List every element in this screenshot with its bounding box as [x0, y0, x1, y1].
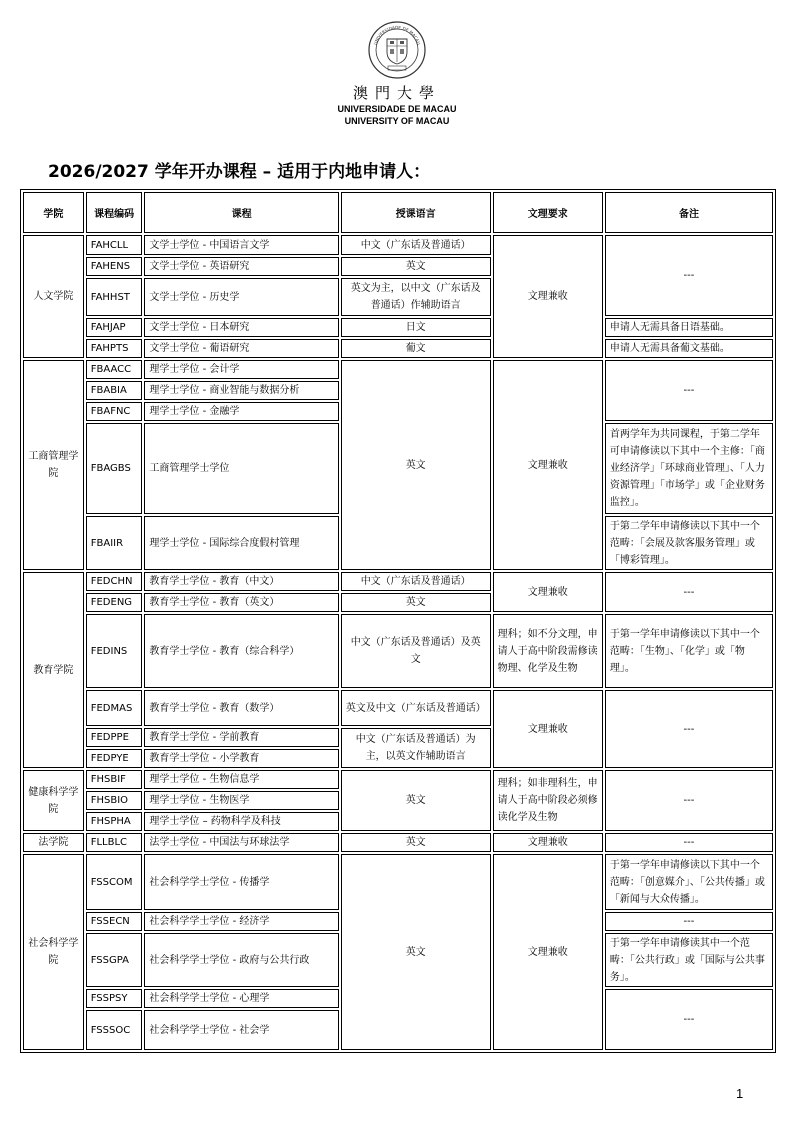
- requirement-cell: 理科；如非理科生，申请人于高中阶段必须修读化学及生物: [493, 770, 603, 831]
- university-seal-logo: [367, 20, 427, 80]
- note-cell: ---: [605, 912, 773, 931]
- note-cell: 于第一学年申请修读以下其中一个范畴：「创意媒介」、「公共传播」或「新闻与大众传播」。: [605, 854, 773, 910]
- code-cell: FAHCLL: [86, 235, 143, 255]
- university-name-portuguese: UNIVERSIDADE DE MACAU: [337, 104, 457, 114]
- program-cell: 理学士学位 – 药物科学及科技: [144, 812, 338, 831]
- note-cell: ---: [605, 690, 773, 768]
- header-requirement: 文理要求: [493, 192, 603, 233]
- header-college: 学院: [23, 192, 84, 233]
- code-cell: FBAIIR: [86, 516, 143, 570]
- college-cell: 法学院: [23, 833, 84, 852]
- college-cell: 人文学院: [23, 235, 84, 358]
- program-cell: 理学士学位 - 生物信息学: [144, 770, 338, 789]
- note-cell: 于第二学年申请修读以下其中一个范畴：「会展及款客服务管理」或「博彩管理」。: [605, 516, 773, 570]
- table-row: [23, 572, 773, 591]
- college-cell: 社会科学学院: [23, 854, 84, 1050]
- program-cell: 教育学士学位 - 教育（综合科学）: [144, 614, 338, 688]
- language-cell: 英文: [341, 257, 491, 276]
- program-cell: 文学士学位 - 英语研究: [144, 257, 338, 276]
- requirement-cell: 理科；如不分文理，申请人于高中阶段需修读物理、化学及生物: [493, 614, 603, 688]
- program-cell: 理学士学位 - 金融学: [144, 402, 338, 421]
- program-cell: 文学士学位 - 葡语研究: [144, 339, 338, 358]
- code-cell: FAHPTS: [86, 339, 143, 358]
- program-cell: 工商管理学士学位: [144, 423, 338, 514]
- language-cell: 葡文: [341, 339, 491, 358]
- code-cell: FBAGBS: [86, 423, 143, 514]
- code-cell: FSSSOC: [86, 1010, 143, 1050]
- requirement-cell: 文理兼收: [493, 854, 603, 1050]
- program-cell: 理学士学位 - 生物医学: [144, 791, 338, 810]
- program-cell: 理学士学位 - 会计学: [144, 360, 338, 379]
- header-code: 课程编码: [86, 192, 143, 233]
- university-name-chinese: 澳門大學: [352, 84, 441, 102]
- program-cell: 社会科学学士学位 - 传播学: [144, 854, 338, 910]
- language-cell: 中文（广东话及普通话）: [341, 235, 491, 255]
- note-cell: ---: [605, 833, 773, 852]
- program-cell: 教育学士学位 - 小学教育: [144, 749, 338, 768]
- university-name-english: UNIVERSITY OF MACAU: [344, 116, 450, 126]
- program-cell: 理学士学位 - 国际综合度假村管理: [144, 516, 338, 570]
- table-row: [23, 318, 773, 337]
- program-cell: 社会科学学士学位 - 社会学: [144, 1010, 338, 1050]
- language-cell: 中文（广东话及普通话）及英文: [341, 614, 491, 688]
- svg-text:UNIVERSIDADE DE MACAU: UNIVERSIDADE DE MACAU: [372, 24, 422, 46]
- code-cell: FLLBLC: [86, 833, 143, 852]
- requirement-cell: 文理兼收: [493, 833, 603, 852]
- code-cell: FEDINS: [86, 614, 143, 688]
- code-cell: FAHJAP: [86, 318, 143, 337]
- code-cell: FEDPPE: [86, 728, 143, 747]
- language-cell: 日文: [341, 318, 491, 337]
- table-row: [23, 339, 773, 358]
- table-header-row: [23, 192, 773, 233]
- language-cell: 英文: [341, 833, 491, 852]
- table-row: [23, 360, 773, 379]
- table-row: [23, 614, 773, 688]
- program-cell: 社会科学学士学位 - 经济学: [144, 912, 338, 931]
- note-cell: 首两学年为共同课程，于第二学年可申请修读以下其中一个主修：「商业经济学」「环球商业管理」、「人力资源管理」「市场学」或「企业财务监控」。: [605, 423, 773, 514]
- language-cell: 英文为主，以中文（广东话及普通话）作辅助语言: [341, 278, 491, 316]
- code-cell: FHSBIF: [86, 770, 143, 789]
- code-cell: FEDPYE: [86, 749, 143, 768]
- table-row: [23, 690, 773, 726]
- page-number: 1: [736, 1086, 744, 1101]
- note-cell: ---: [605, 235, 773, 316]
- university-header: [0, 20, 794, 127]
- code-cell: FBAACC: [86, 360, 143, 379]
- language-cell: 英文: [341, 593, 491, 612]
- code-cell: FHSPHA: [86, 812, 143, 831]
- program-cell: 社会科学学士学位 - 政府与公共行政: [144, 933, 338, 987]
- requirement-cell: 文理兼收: [493, 360, 603, 570]
- language-cell: 英文: [341, 854, 491, 1050]
- code-cell: FHSBIO: [86, 791, 143, 810]
- code-cell: FSSPSY: [86, 989, 143, 1008]
- language-cell: 英文及中文（广东话及普通话）: [341, 690, 491, 726]
- table-row: [23, 770, 773, 789]
- code-cell: FBABIA: [86, 381, 143, 400]
- header-program: 课程: [144, 192, 338, 233]
- college-cell: 工商管理学院: [23, 360, 84, 570]
- note-cell: 于第一学年申请修读以下其中一个范畴：「生物」、「化学」或「物理」。: [605, 614, 773, 688]
- note-cell: ---: [605, 360, 773, 421]
- program-cell: 社会科学学士学位 - 心理学: [144, 989, 338, 1008]
- language-cell: 英文: [341, 360, 491, 570]
- code-cell: FSSCOM: [86, 854, 143, 910]
- code-cell: FBAFNC: [86, 402, 143, 421]
- program-cell: 文学士学位 - 中国语言文学: [144, 235, 338, 255]
- program-cell: 教育学士学位 - 教育（数学）: [144, 690, 338, 726]
- program-cell: 教育学士学位 - 教育（英文）: [144, 593, 338, 612]
- code-cell: FEDMAS: [86, 690, 143, 726]
- code-cell: FAHENS: [86, 257, 143, 276]
- requirement-cell: 文理兼收: [493, 572, 603, 612]
- code-cell: FSSECN: [86, 912, 143, 931]
- table-row: [23, 235, 773, 255]
- header-language: 授课语言: [341, 192, 491, 233]
- language-cell: 中文（广东话及普通话）为主，以英文作辅助语言: [341, 728, 491, 768]
- note-cell: ---: [605, 770, 773, 831]
- requirement-cell: 文理兼收: [493, 235, 603, 358]
- table-row: [23, 854, 773, 910]
- code-cell: FEDENG: [86, 593, 143, 612]
- program-cell: 文学士学位 - 历史学: [144, 278, 338, 316]
- program-cell: 教育学士学位 - 学前教育: [144, 728, 338, 747]
- table-row: [23, 833, 773, 852]
- college-cell: 教育学院: [23, 572, 84, 768]
- code-cell: FSSGPA: [86, 933, 143, 987]
- page-title: 2026/2027 学年开办课程 – 适用于内地申请人：: [48, 162, 431, 182]
- program-cell: 教育学士学位 - 教育（中文）: [144, 572, 338, 591]
- program-cell: 文学士学位 - 日本研究: [144, 318, 338, 337]
- requirement-cell: 文理兼收: [493, 690, 603, 768]
- code-cell: FEDCHN: [86, 572, 143, 591]
- note-cell: ---: [605, 989, 773, 1050]
- note-cell: 申请人无需具备葡文基础。: [605, 339, 773, 358]
- college-cell: 健康科学学院: [23, 770, 84, 831]
- language-cell: 英文: [341, 770, 491, 831]
- code-cell: FAHHST: [86, 278, 143, 316]
- note-cell: 于第一学年申请修读其中一个范畴：「公共行政」或「国际与公共事务」。: [605, 933, 773, 987]
- programs-table: [20, 189, 776, 1053]
- program-cell: 法学士学位 - 中国法与环球法学: [144, 833, 338, 852]
- note-cell: ---: [605, 572, 773, 612]
- program-cell: 理学士学位 - 商业智能与数据分析: [144, 381, 338, 400]
- note-cell: 申请人无需具备日语基础。: [605, 318, 773, 337]
- header-notes: 备注: [605, 192, 773, 233]
- language-cell: 中文（广东话及普通话）: [341, 572, 491, 591]
